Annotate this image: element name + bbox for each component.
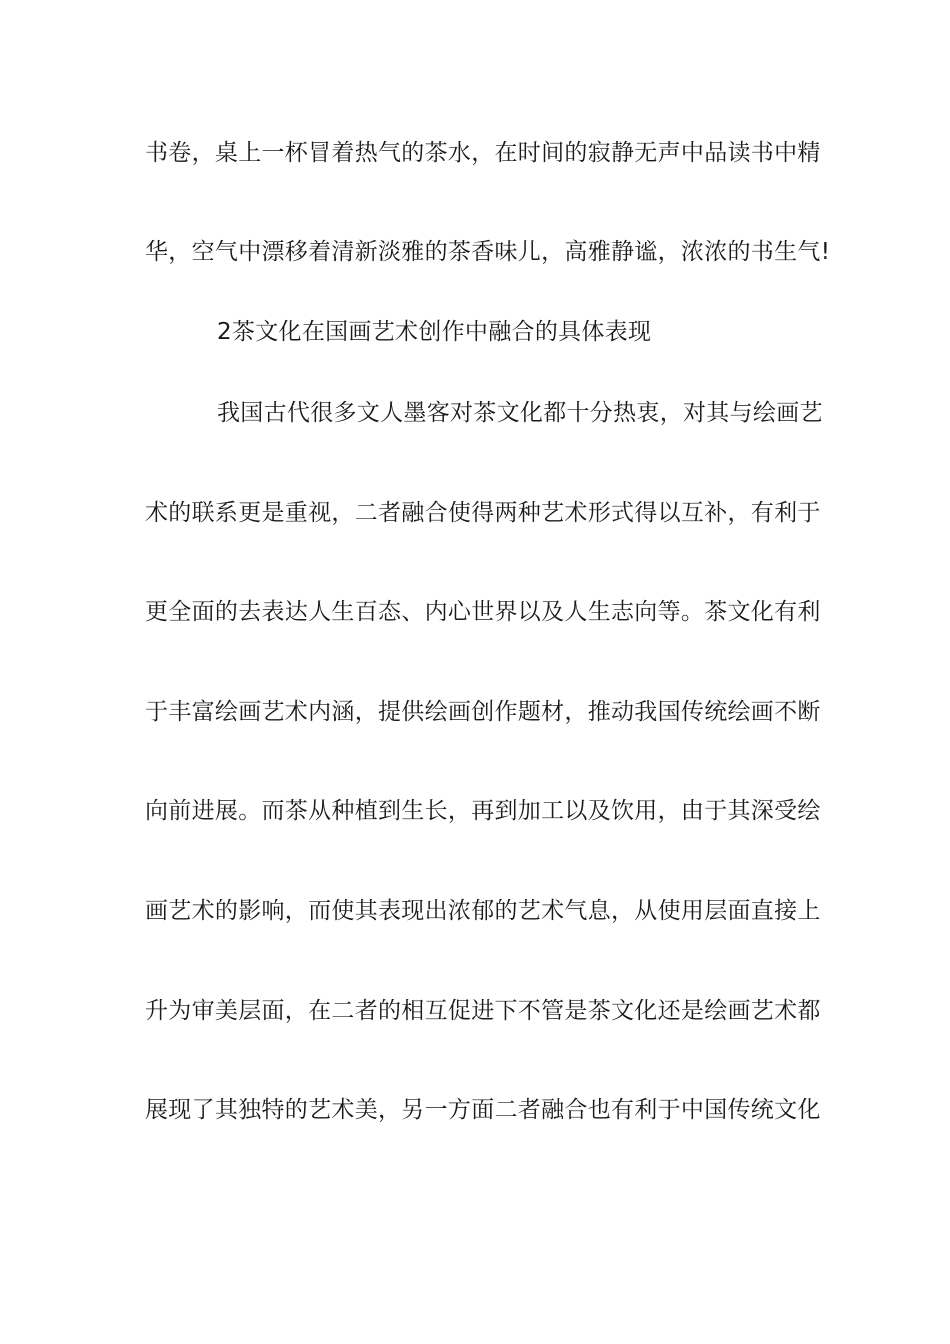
paragraph-line: 我国古代很多文人墨客对茶文化都十分热衷，对其与绘画艺 (217, 400, 823, 426)
paragraph-line: 向前进展。而茶从种植到生长，再到加工以及饮用，由于其深受绘 (145, 798, 821, 824)
paragraph-line: 展现了其独特的艺术美，另一方面二者融合也有利于中国传统文化 (145, 1097, 821, 1123)
paragraph-line: 于丰富绘画艺术内涵，提供绘画创作题材，推动我国传统绘画不断 (145, 699, 821, 725)
paragraph-line: 书卷，桌上一杯冒着热气的茶水，在时间的寂静无声中品读书中精 (145, 140, 821, 166)
section-heading: 2茶文化在国画艺术创作中融合的具体表现 (217, 319, 652, 345)
paragraph-line: 华，空气中漂移着清新淡雅的茶香味儿，高雅静谧，浓浓的书生气! (145, 239, 831, 265)
paragraph-line: 画艺术的影响，而使其表现出浓郁的艺术气息，从使用层面直接上 (145, 898, 821, 924)
paragraph-line: 术的联系更是重视，二者融合使得两种艺术形式得以互补，有利于 (145, 500, 821, 526)
paragraph-line: 更全面的去表达人生百态、内心世界以及人生志向等。茶文化有利 (145, 599, 821, 625)
paragraph-line: 升为审美层面，在二者的相互促进下不管是茶文化还是绘画艺术都 (145, 998, 821, 1024)
